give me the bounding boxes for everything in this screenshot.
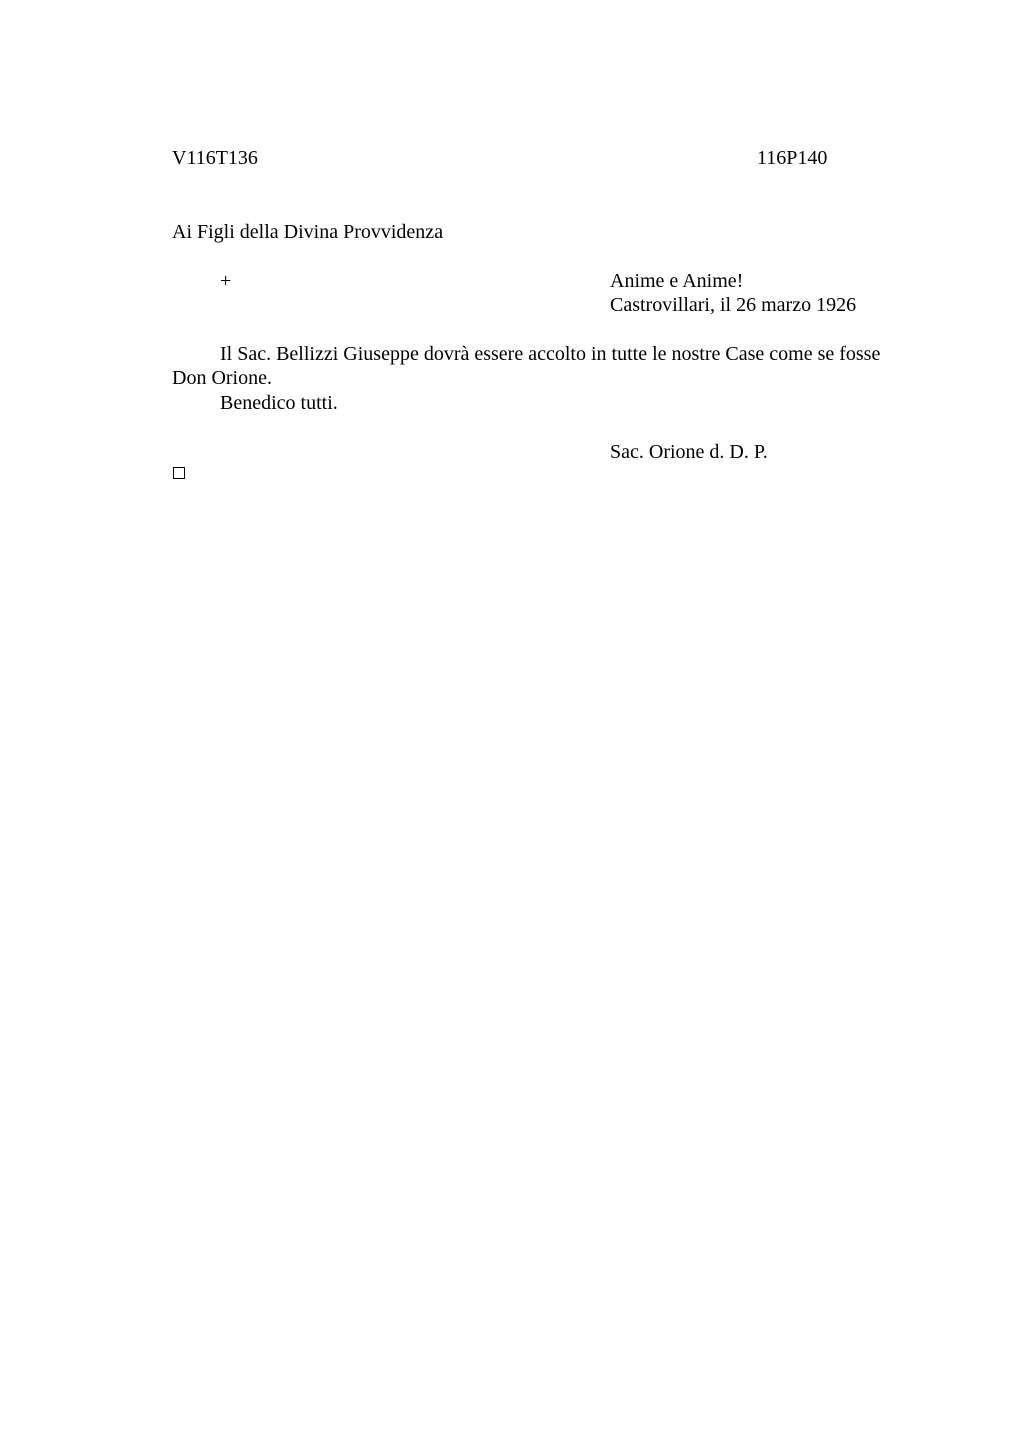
blessing: Benedico tutti.	[220, 392, 338, 414]
body-text-line-2: Don Orione.	[172, 367, 272, 389]
addressee: Ai Figli della Divina Provvidenza	[172, 221, 444, 243]
motto: Anime e Anime!	[610, 270, 744, 292]
empty-square-icon	[173, 467, 185, 479]
signature: Sac. Orione d. D. P.	[610, 441, 768, 463]
cross-symbol: +	[220, 270, 232, 292]
place-date: Castrovillari, il 26 marzo 1926	[610, 294, 857, 316]
reference-code-left: V116T136	[172, 147, 258, 169]
reference-code-right: 116P140	[757, 147, 828, 169]
body-text-line-1: Il Sac. Bellizzi Giuseppe dovrà essere accolto in tutte le nostre Case come se fosse	[220, 343, 881, 365]
